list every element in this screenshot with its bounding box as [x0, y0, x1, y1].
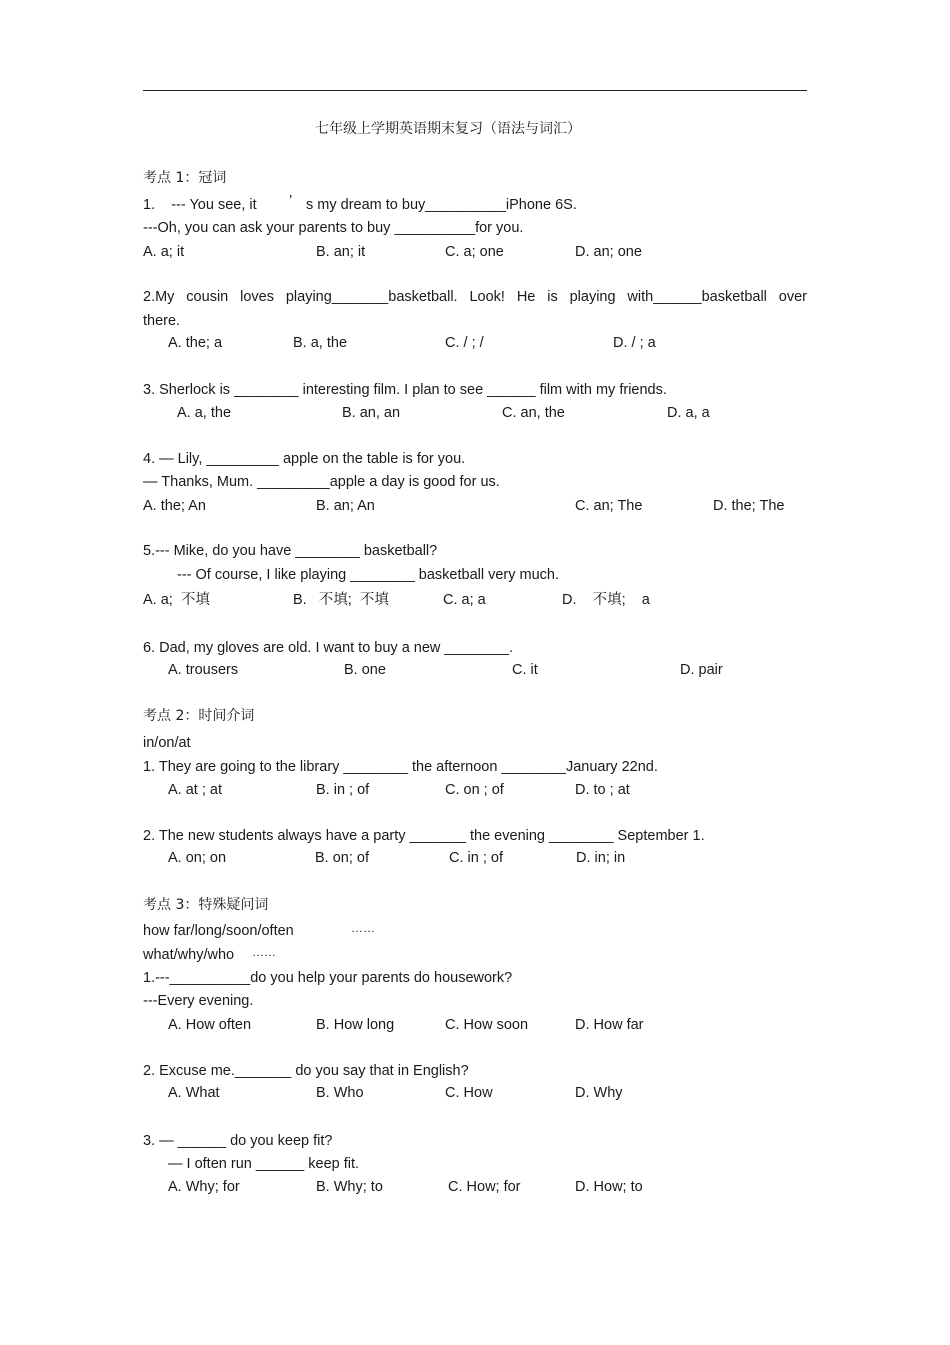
option-a: A. a; 不填	[143, 592, 210, 608]
option-d: D. pair	[680, 662, 723, 678]
question-line: 5.--- Mike, do you have ________ basketball?	[143, 543, 438, 559]
option-a: A. the; An	[143, 498, 206, 514]
option-b: B. an; An	[316, 498, 375, 514]
section-heading-articles: 考点 1：冠词	[143, 170, 227, 186]
option-c: C. it	[512, 662, 538, 678]
question-line: 1. --- You see, it	[143, 197, 257, 213]
option-d: D. Why	[575, 1085, 623, 1101]
option-b: B. in ; of	[316, 782, 370, 798]
question-line: ---Oh, you can ask your parents to buy __________for you.	[143, 220, 524, 236]
option-d: D. the; The	[713, 498, 785, 514]
option-a: A. What	[168, 1085, 220, 1101]
option-a: A. trousers	[168, 662, 239, 678]
question-line: 4. — Lily, _________ apple on the table is for you.	[143, 451, 466, 467]
option-b: B. on; of	[315, 850, 370, 866]
question-line: 6. Dad, my gloves are old. I want to buy a new ________.	[143, 640, 513, 656]
option-b: B. an; it	[316, 244, 366, 260]
option-d: D. in; in	[576, 850, 626, 866]
option-c: C. an; The	[575, 498, 643, 514]
question-line: 1.---__________do you help your parents do housework?	[143, 970, 513, 986]
question-line: 1. They are going to the library ________ the afternoon ________January 22nd.	[143, 759, 658, 775]
question-line: 2. Excuse me._______ do you say that in English?	[143, 1063, 469, 1079]
option-c: C. a; a	[443, 592, 486, 608]
question-line: 2. The new students always have a party _______ the evening ________ September 1.	[143, 828, 705, 844]
option-a: A. Why; for	[168, 1179, 240, 1195]
option-d: D. to ; at	[575, 782, 630, 798]
option-a: A. at ; at	[168, 782, 222, 798]
option-d: D. 不填; a	[562, 592, 650, 608]
option-b: B. a, the	[293, 335, 348, 351]
option-d: D. a, a	[667, 405, 710, 421]
option-d: D. How far	[575, 1017, 644, 1033]
option-b: B. an, an	[342, 405, 401, 421]
option-c: C. in ; of	[449, 850, 503, 866]
question-line: — I often run ______ keep fit.	[168, 1156, 360, 1172]
option-d: D. How; to	[575, 1179, 643, 1195]
option-c: C. an, the	[502, 405, 565, 421]
question-line: 2.My cousin loves playing_______basketball. Look! He is playing with______basketball over	[143, 289, 807, 305]
ellipsis: ……	[351, 921, 375, 935]
question-line: there.	[143, 313, 181, 329]
section-note: in/on/at	[143, 735, 191, 751]
ellipsis: ……	[252, 945, 276, 959]
option-b: B. 不填; 不填	[293, 592, 389, 608]
question-line: 3. — ______ do you keep fit?	[143, 1133, 333, 1149]
option-d: D. / ; a	[613, 335, 656, 351]
page-title: 七年级上学期英语期末复习（语法与词汇）	[315, 121, 581, 137]
question-line: — Thanks, Mum. _________apple a day is good for us.	[143, 474, 500, 490]
option-b: B. Who	[316, 1085, 364, 1101]
option-c: C. on ; of	[445, 782, 504, 798]
apostrophe: ’	[289, 193, 293, 209]
option-b: B. How long	[316, 1017, 395, 1033]
section-note: how far/long/soon/often	[143, 923, 294, 939]
option-b: B. one	[344, 662, 386, 678]
option-a: A. a, the	[177, 405, 232, 421]
option-d: D. an; one	[575, 244, 642, 260]
option-a: A. on; on	[168, 850, 227, 866]
option-a: A. the; a	[168, 335, 223, 351]
question-line: ---Every evening.	[143, 993, 254, 1009]
option-c: C. / ; /	[445, 335, 484, 351]
option-c: C. How soon	[445, 1017, 529, 1033]
section-heading-prepositions: 考点 2：时间介词	[143, 708, 255, 724]
option-c: C. How; for	[448, 1179, 521, 1195]
option-a: A. a; it	[143, 244, 185, 260]
option-b: B. Why; to	[316, 1179, 383, 1195]
question-line: s my dream to buy__________iPhone 6S.	[306, 197, 577, 213]
header-rule	[143, 90, 807, 91]
option-c: C. How	[445, 1085, 493, 1101]
question-line: --- Of course, I like playing ________ basketball very much.	[177, 567, 560, 583]
section-heading-question-words: 考点 3：特殊疑问词	[143, 897, 269, 913]
option-a: A. How often	[168, 1017, 252, 1033]
option-c: C. a; one	[445, 244, 504, 260]
section-note: what/why/who	[143, 947, 235, 963]
question-line: 3. Sherlock is ________ interesting film. I plan to see ______ film with my friends.	[143, 382, 667, 398]
